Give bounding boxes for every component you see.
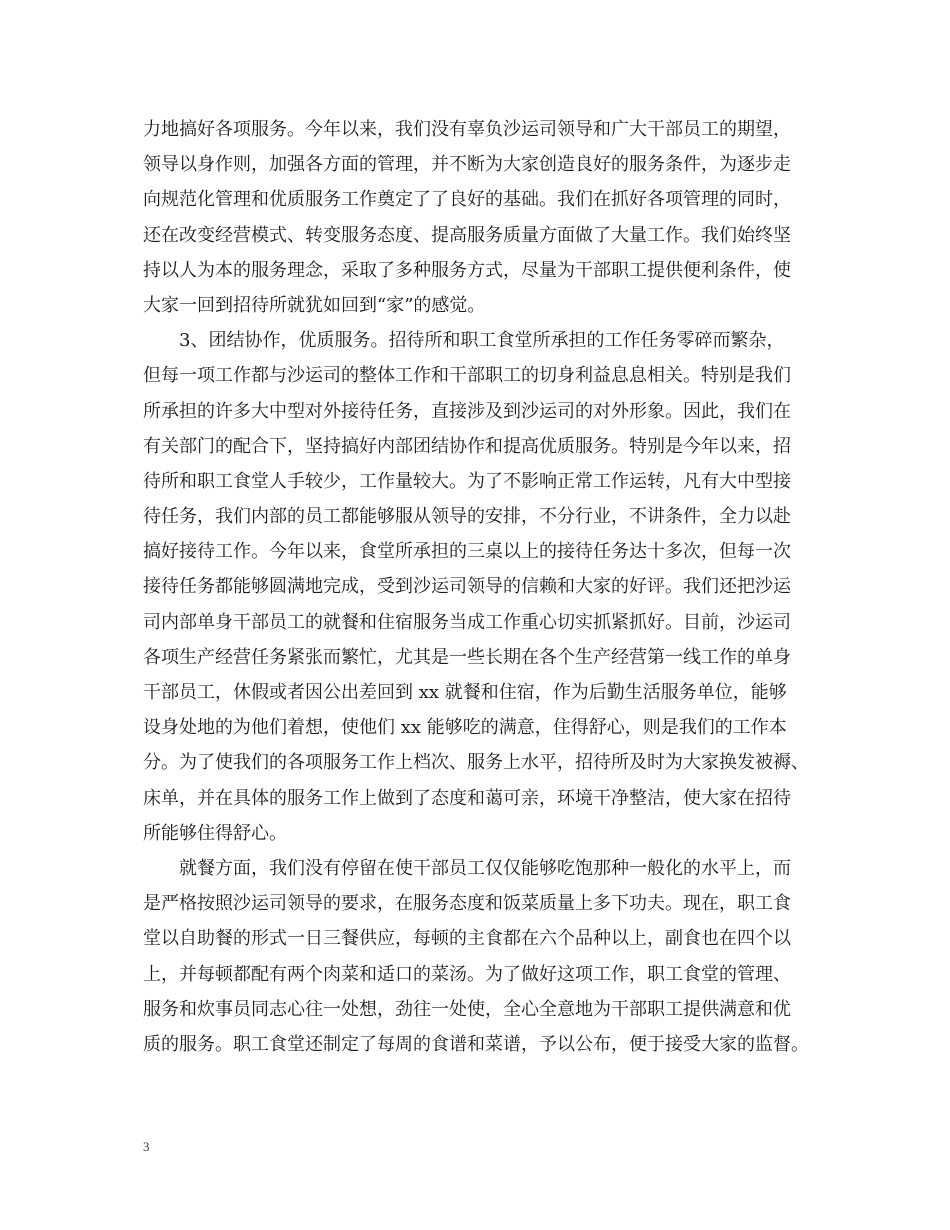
text-line: 待任务，我们内部的员工都能够服从领导的安排，不分行业，不讲条件，全力以赴 [143,506,791,528]
text-line: 向规范化管理和优质服务工作奠定了了良好的基础。我们在抓好各项管理的同时， [143,189,791,211]
text-line: 所承担的许多大中型对外接待任务，直接涉及到沙运司的对外形象。因此，我们在 [143,400,791,422]
text-line: 床单，并在具体的服务工作上做到了态度和蔼可亲，环境干净整洁，使大家在招待 [143,787,791,809]
text-line: 有关部门的配合下，坚持搞好内部团结协作和提高优质服务。特别是今年以来，招 [143,435,791,457]
page-number: 3 [143,1139,150,1154]
text-line: 持以人为本的服务理念，采取了多种服务方式，尽量为干部职工提供便利条件，使 [143,259,791,281]
text-line: 搞好接待工作。今年以来，食堂所承担的三桌以上的接待任务达十多次，但每一次 [143,541,791,563]
paragraph-first-line: 3、团结协作，优质服务。招待所和职工食堂所承担的工作任务零碎而繁杂， [179,330,785,352]
text-line: 分。为了使我们的各项服务工作上档次、服务上水平，招待所及时为大家换发被褥、 [143,752,809,774]
text-line: 接待任务都能够圆满地完成，受到沙运司领导的信赖和大家的好评。我们还把沙运 [143,576,791,598]
text-line: 上，并每顿都配有两个肉菜和适口的菜汤。为了做好这项工作，职工食堂的管理、 [143,963,791,985]
document-body [143,112,823,1062]
text-line: 领导以身作则，加强各方面的管理，并不断为大家创造良好的服务条件，为逐步走 [143,154,791,176]
text-line: 司内部单身干部员工的就餐和住宿服务当成工作重心切实抓紧抓好。目前，沙运司 [143,611,791,633]
text-line: 堂以自助餐的形式一日三餐供应，每顿的主食都在六个品种以上，副食也在四个以 [143,928,791,950]
text-line: 干部员工，休假或者因公出差回到 xx 就餐和住宿，作为后勤生活服务单位，能够 [143,682,787,703]
text-line: 待所和职工食堂人手较少，工作量较大。为了不影响正常工作运转，凡有大中型接 [143,470,791,492]
text-line: 质的服务。职工食堂还制定了每周的食谱和菜谱，予以公布，便于接受大家的监督。 [143,1033,809,1055]
text-line: 设身处地的为他们着想，使他们 xx 能够吃的满意，住得舒心，则是我们的工作本 [143,717,787,739]
text-line: 所能够住得舒心。 [143,822,287,844]
text-line: 还在改变经营模式、转变服务态度、提高服务质量方面做了大量工作。我们始终坚 [143,224,791,246]
text-line: 是严格按照沙运司领导的要求，在服务态度和饭菜质量上多下功夫。现在，职工食 [143,893,791,915]
text-line: 大家一回到招待所就犹如回到“家”的感觉。 [143,294,486,316]
text-line: 但每一项工作都与沙运司的整体工作和干部职工的切身利益息息相关。特别是我们 [143,365,791,387]
paragraph-first-line: 就餐方面，我们没有停留在使干部员工仅仅能够吃饱那种一般化的水平上，而 [179,857,791,879]
text-line: 力地搞好各项服务。今年以来，我们没有辜负沙运司领导和广大干部员工的期望， [143,119,791,140]
text-line: 各项生产经营任务紧张而繁忙，尤其是一些长期在各个生产经营第一线工作的单身 [143,646,791,668]
text-line: 服务和炊事员同志心往一处想，劲往一处使，全心全意地为干部职工提供满意和优 [143,998,791,1020]
